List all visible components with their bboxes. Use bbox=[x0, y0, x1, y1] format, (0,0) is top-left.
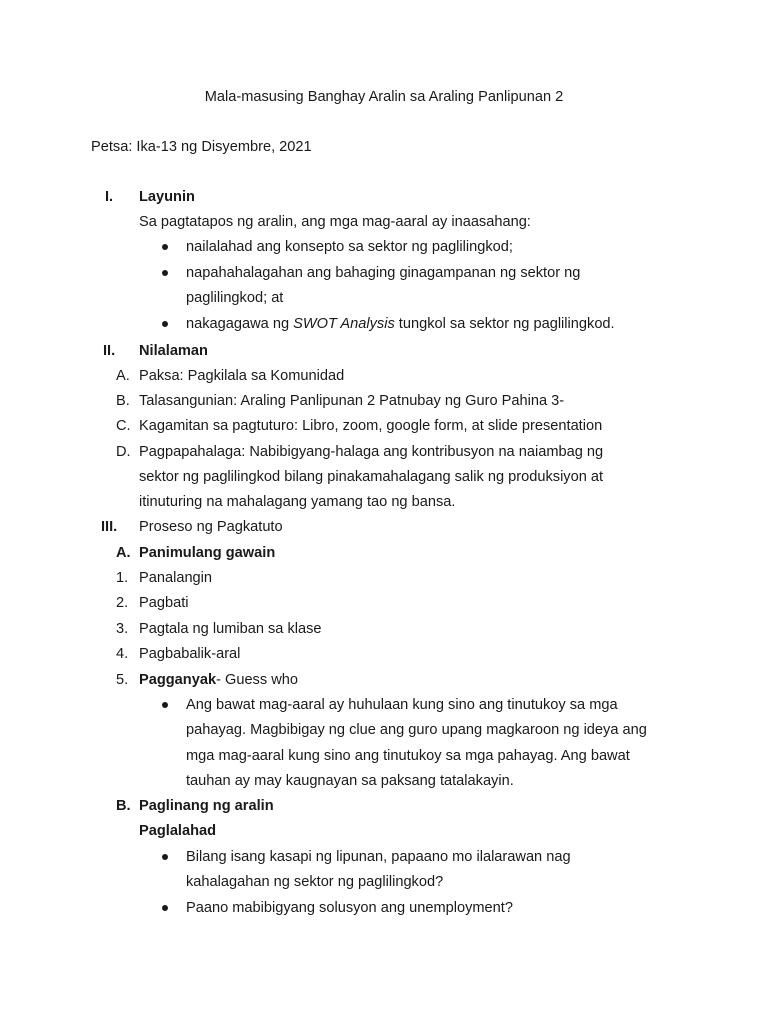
activity-description: mga mag-aaral kung sino ang tinutukoy sa mga pahayag. Ang bawat bbox=[186, 748, 630, 764]
bullet-icon bbox=[162, 270, 168, 276]
bullet-icon bbox=[162, 854, 168, 860]
list-number: 3. bbox=[116, 621, 129, 637]
subsection-heading: Panimulang gawain bbox=[139, 545, 276, 561]
activity-item: Panalangin bbox=[139, 570, 213, 586]
activity-item bbox=[139, 670, 298, 690]
content-item-continued: sektor ng paglilingkod bilang pinakamahalagang salik ng produksiyon at bbox=[139, 469, 604, 485]
list-label: B. bbox=[116, 393, 130, 409]
section-heading: Layunin bbox=[139, 189, 195, 205]
objective-text: nakagagawa ng bbox=[186, 316, 294, 332]
content-item-continued: itinuturing na mahalagang yamang tao ng bansa. bbox=[139, 494, 456, 510]
activity-text: - Guess who bbox=[216, 672, 298, 688]
activity-description: tauhan ay may kaugnayan sa paksang tatalakayin. bbox=[186, 773, 514, 789]
objective-item: nailalahad ang konsepto sa sektor ng paglilingkod; bbox=[186, 239, 513, 255]
objective-item-continued: paglilingkod; at bbox=[186, 290, 284, 306]
list-number: 1. bbox=[116, 570, 129, 586]
objective-item: napahahalagahan ang bahaging ginagampanan ng sektor ng bbox=[186, 265, 581, 281]
section-heading: Nilalaman bbox=[139, 343, 208, 359]
bullet-icon bbox=[162, 905, 168, 911]
objective-emphasis: SWOT Analysis bbox=[293, 316, 395, 332]
list-number: 4. bbox=[116, 646, 129, 662]
document-date: Petsa: Ika-13 ng Disyembre, 2021 bbox=[91, 139, 312, 155]
bullet-icon bbox=[162, 321, 168, 327]
list-label: D. bbox=[116, 444, 131, 460]
content-item: Pagpapahalaga: Nabibigyang-halaga ang kontribusyon na naiambag ng bbox=[139, 444, 604, 460]
activity-description: Ang bawat mag-aaral ay huhulaan kung sino ang tinutukoy sa mga bbox=[186, 697, 618, 713]
section-intro: Sa pagtatapos ng aralin, ang mga mag-aaral ay inaasahang: bbox=[139, 214, 531, 230]
objective-item bbox=[186, 314, 615, 334]
content-item: Talasangunian: Araling Panlipunan 2 Patnubay ng Guro Pahina 3- bbox=[139, 393, 565, 409]
section-heading: Proseso ng Pagkatuto bbox=[139, 519, 283, 535]
list-label: A. bbox=[116, 368, 130, 384]
question-item: Paano mabibigyang solusyon ang unemployment? bbox=[186, 900, 513, 916]
list-number: 5. bbox=[116, 672, 129, 688]
section-numeral: II. bbox=[103, 343, 116, 359]
bullet-icon bbox=[162, 702, 168, 708]
list-label: C. bbox=[116, 418, 131, 434]
content-item: Paksa: Pagkilala sa Komunidad bbox=[139, 368, 345, 384]
activity-description: pahayag. Magbibigay ng clue ang guro upang magkaroon ng ideya ang bbox=[186, 722, 647, 738]
question-item: Bilang isang kasapi ng lipunan, papaano mo ilalarawan nag bbox=[186, 849, 571, 865]
list-number: 2. bbox=[116, 595, 129, 611]
bullet-icon bbox=[162, 244, 168, 250]
sub-subsection-heading: Paglalahad bbox=[139, 823, 217, 839]
list-label: B. bbox=[116, 798, 131, 814]
document-title: Mala-masusing Banghay Aralin sa Araling Panlipunan 2 bbox=[204, 89, 564, 105]
objective-text: tungkol sa sektor ng paglilingkod. bbox=[394, 316, 615, 332]
subsection-heading: Paglinang ng aralin bbox=[139, 798, 274, 814]
activity-item: Pagbabalik-aral bbox=[139, 646, 241, 662]
list-label: A. bbox=[116, 545, 131, 561]
activity-item: Pagbati bbox=[139, 595, 189, 611]
activity-item: Pagtala ng lumiban sa klase bbox=[139, 621, 322, 637]
content-item: Kagamitan sa pagtuturo: Libro, zoom, google form, at slide presentation bbox=[139, 418, 603, 434]
activity-bold-text: Pagganyak bbox=[139, 672, 217, 688]
question-item-continued: kahalagahan ng sektor ng paglilingkod? bbox=[186, 874, 444, 890]
section-numeral: I. bbox=[105, 189, 114, 205]
section-numeral: III. bbox=[101, 519, 118, 535]
